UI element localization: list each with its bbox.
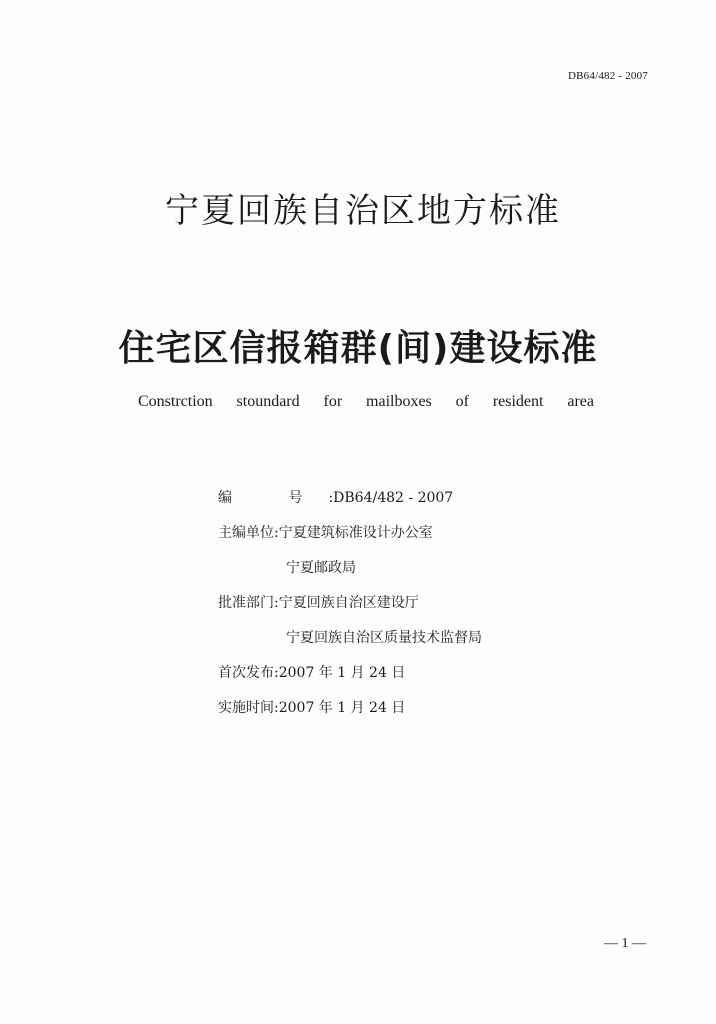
implement-value: 2007 年 1 月 24 日 <box>278 700 406 716</box>
implement-label: 实施时间 <box>218 700 274 716</box>
info-row-number <box>218 488 482 523</box>
english-title-word: resident <box>492 393 544 410</box>
english-title-word: mailboxes <box>366 393 432 410</box>
release-label: 首次发布 <box>218 665 274 681</box>
approval-label: 批准部门 <box>218 595 274 611</box>
english-title <box>138 393 594 411</box>
standard-info-block <box>218 488 482 733</box>
english-title-word: of <box>455 393 469 410</box>
info-row-editor <box>218 523 482 558</box>
info-row-release <box>218 663 482 698</box>
approval-2: 宁夏回族自治区质量技术监督局 <box>286 630 482 646</box>
separator: : <box>274 700 279 716</box>
main-title: 住宅区信报箱群(间)建设标准 <box>118 328 598 369</box>
separator: : <box>274 665 279 681</box>
english-title-word: Constrction <box>138 393 213 410</box>
info-row-editor-2 <box>218 558 482 593</box>
english-title-word: for <box>323 393 343 410</box>
editor-1: 宁夏建筑标准设计办公室 <box>278 525 433 541</box>
info-row-implement <box>218 698 482 733</box>
info-row-approval-2 <box>218 628 482 663</box>
release-value: 2007 年 1 月 24 日 <box>278 665 406 681</box>
english-title-word: area <box>567 393 594 410</box>
separator: : <box>274 595 279 611</box>
english-title-word: stoundard <box>236 393 300 410</box>
editor-label: 主编单位 <box>218 525 274 541</box>
standard-code: DB64/482 - 2007 <box>568 70 648 82</box>
editor-2: 宁夏邮政局 <box>286 560 356 576</box>
separator: : <box>274 525 279 541</box>
page-number: — 1 — <box>604 936 646 951</box>
approval-1: 宁夏回族自治区建设厅 <box>278 595 419 611</box>
number-label: 编 号 <box>218 490 329 506</box>
number-value: DB64/482 - 2007 <box>333 490 454 506</box>
info-row-approval <box>218 593 482 628</box>
separator: : <box>328 490 334 506</box>
region-standard-title: 宁夏回族自治区地方标准 <box>165 191 561 231</box>
